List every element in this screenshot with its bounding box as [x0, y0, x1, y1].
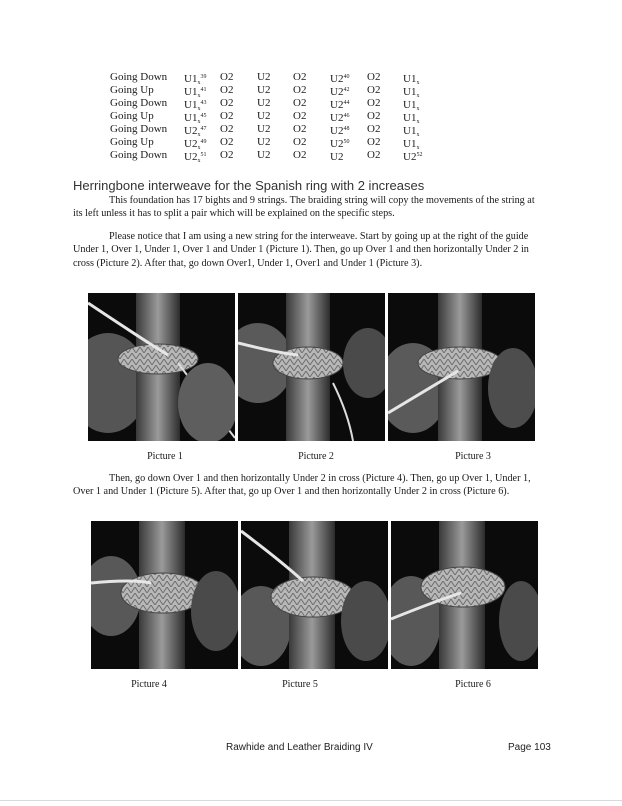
pattern-cell: $U2^{52}$ [403, 151, 423, 163]
pattern-direction: Going Up [110, 136, 154, 148]
pattern-cell: O2 [220, 149, 234, 161]
pattern-cell-superscript: 46 [343, 113, 350, 119]
pattern-cell: $U1_x^{43}$ [184, 99, 207, 112]
pattern-direction: Going Down [110, 149, 168, 161]
photo-picture-2 [238, 293, 385, 441]
pattern-cell: U2 [257, 136, 271, 148]
paragraph-steps-1: Please notice that I am using a new string for the interweave. Start by going up at the right of the guide Under 1, Over 1, Under 1, Over 1 and Under 1 (Picture 1). Then, go up Over 1 and then horizontally Under 2 in cross (Picture 2). After that, go down Over1, Under 1, Over1 and Under 1 (Picture 3). [73, 231, 529, 269]
pattern-cell-superscript: 50 [343, 139, 350, 145]
pattern-cell: $U1_x$ [403, 125, 420, 138]
pattern-cell-subscript: x [197, 80, 201, 86]
pattern-cell: $U1_x$ [403, 99, 420, 112]
pattern-cell: O2 [367, 136, 381, 148]
pattern-cell-subscript: x [197, 145, 201, 151]
pattern-cell: $U1_x$ [403, 73, 420, 86]
pattern-cell: O2 [220, 136, 234, 148]
section-heading: Herringbone interweave for the Spanish ring with 2 increases [73, 178, 425, 193]
pattern-cell-superscript: 45 [200, 113, 207, 119]
pattern-cell: O2 [367, 123, 381, 135]
pattern-cell: U2 [257, 110, 271, 122]
page-edge-rule [0, 800, 622, 801]
pattern-cell-superscript: 40 [343, 74, 350, 80]
pattern-cell: O2 [220, 123, 234, 135]
pattern-cell: O2 [220, 71, 234, 83]
pattern-cell: U2 [330, 151, 344, 163]
caption-picture-4: Picture 4 [131, 679, 167, 690]
pattern-cell: $U2^{40}$ [330, 73, 350, 85]
pattern-cell: $U2^{46}$ [330, 112, 350, 124]
caption-picture-1: Picture 1 [147, 451, 183, 462]
pattern-direction: Going Up [110, 110, 154, 122]
photo-picture-4 [91, 521, 238, 669]
pattern-cell-superscript: 43 [200, 100, 207, 106]
pattern-cell: $U1_x$ [403, 112, 420, 125]
pattern-cell-superscript: 51 [200, 152, 207, 158]
pattern-direction: Going Down [110, 71, 168, 83]
pattern-cell-subscript: x [197, 106, 201, 112]
pattern-cell: $U2^{48}$ [330, 125, 350, 137]
pattern-cell: $U1_x^{39}$ [184, 73, 207, 86]
pattern-cell-superscript: 39 [200, 74, 207, 80]
pattern-cell: O2 [367, 149, 381, 161]
caption-picture-2: Picture 2 [298, 451, 334, 462]
pattern-cell-superscript: 41 [200, 87, 207, 93]
paragraph-intro: This foundation has 17 bights and 9 strings. The braiding string will copy the movements of the string at its left unless it has to split a pair which will be explained on the specific steps. [73, 195, 535, 220]
pattern-cell: $U2_x^{51}$ [184, 151, 207, 164]
pattern-cell: $U2^{42}$ [330, 86, 350, 98]
pattern-cell: U2 [257, 123, 271, 135]
pattern-cell-subscript: x [416, 80, 420, 86]
pattern-cell-subscript: x [197, 119, 201, 125]
caption-picture-3: Picture 3 [455, 451, 491, 462]
pattern-cell-subscript: x [197, 132, 201, 138]
pattern-cell: O2 [293, 136, 307, 148]
caption-picture-5: Picture 5 [282, 679, 318, 690]
pattern-cell: O2 [293, 97, 307, 109]
pattern-cell: O2 [293, 123, 307, 135]
photo-picture-3 [388, 293, 535, 441]
pattern-cell: $U2^{50}$ [330, 138, 350, 150]
pattern-cell-superscript: 47 [200, 126, 207, 132]
footer-title: Rawhide and Leather Braiding IV [226, 742, 373, 753]
pattern-cell: O2 [293, 110, 307, 122]
pattern-cell: $U1_x^{45}$ [184, 112, 207, 125]
pattern-cell: O2 [293, 84, 307, 96]
pattern-cell: U2 [257, 149, 271, 161]
pattern-cell-subscript: x [416, 145, 420, 151]
paragraph-steps-2: Then, go down Over 1 and then horizontally Under 2 in cross (Picture 4). Then, go up Over 1, Under 1, Over 1 and Under 1 (Picture 5). After that, go up Over 1 and then horizontally Under 2 in cross (Picture 6). [73, 473, 531, 498]
pattern-cell: O2 [367, 110, 381, 122]
pattern-cell-subscript: x [197, 93, 201, 99]
pattern-cell: O2 [367, 97, 381, 109]
pattern-cell: O2 [367, 71, 381, 83]
pattern-cell-superscript: 49 [200, 139, 207, 145]
pattern-direction: Going Down [110, 123, 168, 135]
pattern-cell: $U2^{44}$ [330, 99, 350, 111]
pattern-direction: Going Up [110, 84, 154, 96]
photo-picture-6 [391, 521, 538, 669]
pattern-cell-subscript: x [416, 132, 420, 138]
pattern-cell: $U2_x^{47}$ [184, 125, 207, 138]
photo-picture-1 [88, 293, 235, 441]
pattern-direction: Going Down [110, 97, 168, 109]
pattern-cell-superscript: 44 [343, 100, 350, 106]
pattern-cell: O2 [293, 149, 307, 161]
footer-page-number: Page 103 [508, 742, 551, 753]
pattern-cell: O2 [220, 84, 234, 96]
pattern-cell: $U1_x$ [403, 86, 420, 99]
pattern-cell: O2 [220, 97, 234, 109]
pattern-cell: U2 [257, 71, 271, 83]
pattern-cell-subscript: x [416, 119, 420, 125]
pattern-cell-superscript: 48 [343, 126, 350, 132]
pattern-cell-subscript: x [416, 106, 420, 112]
photo-picture-5 [241, 521, 388, 669]
pattern-cell: $U1_x$ [403, 138, 420, 151]
pattern-cell: O2 [367, 84, 381, 96]
pattern-cell-superscript: 52 [416, 152, 423, 158]
pattern-cell: $U2_x^{49}$ [184, 138, 207, 151]
pattern-cell: U2 [257, 84, 271, 96]
pattern-cell: O2 [293, 71, 307, 83]
pattern-cell-subscript: x [416, 93, 420, 99]
pattern-cell: O2 [220, 110, 234, 122]
pattern-cell: U2 [257, 97, 271, 109]
pattern-cell: $U1_x^{41}$ [184, 86, 207, 99]
pattern-cell-subscript: x [197, 158, 201, 164]
pattern-cell-superscript: 42 [343, 87, 350, 93]
caption-picture-6: Picture 6 [455, 679, 491, 690]
